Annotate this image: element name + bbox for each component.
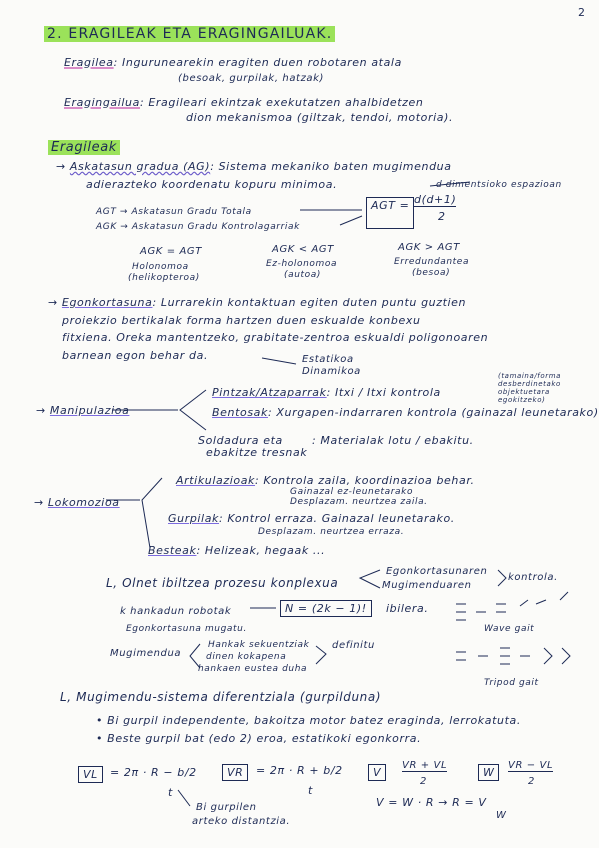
def-eragingailua-term: Eragingailua xyxy=(64,96,140,109)
def-eragingailua-text: : Eragileari ekintzak exekutatzen ahalbidetzen xyxy=(139,96,424,109)
ag-definition: → Askatasun gradua (AG): Sistema mekaniko baten mugimendua xyxy=(56,160,452,173)
vl-formula: = 2π · R − b/2 xyxy=(110,766,197,779)
egon-opt1: Estatikoa xyxy=(302,354,354,365)
manip-item3-text: : Materialak lotu / ebakitu. xyxy=(312,434,474,447)
k-hankadun-sub: Egonkortasuna mugatu. xyxy=(126,624,247,634)
case2-name: Ez-holonomoa xyxy=(266,259,338,269)
lok-bracket-icon xyxy=(142,478,162,548)
k-hankadun: k hankadun robotak xyxy=(120,606,232,617)
lok-item3-text: : Helizeak, hegaak ... xyxy=(196,544,326,557)
agt-formula-num: d(d+1) xyxy=(414,193,457,206)
w-num: VR − VL xyxy=(508,760,554,771)
ag-note-arrow-icon xyxy=(430,182,470,186)
w-den: 2 xyxy=(528,776,535,787)
case1-sub: (helikopteroa) xyxy=(128,273,200,283)
def-eragilea-term: Eragilea xyxy=(64,56,114,69)
egon-text2: proiekzio bertikalak forma hartzen duen eskualde konbexu xyxy=(62,314,421,327)
v-label: V xyxy=(368,764,386,781)
diff-bullet1: • Bi gurpil independente, bakoitza motor batez eraginda, lerrokatuta. xyxy=(96,714,521,727)
manip-label: → Manipulazioa xyxy=(36,404,130,417)
lok-item2-text: : Kontrol erraza. Gainazal leunetarako. xyxy=(219,512,455,525)
lok-item1-note2: Desplazam. neurtzea zaila. xyxy=(290,497,428,507)
mug-line1: Hankak sekuentziak xyxy=(208,640,310,650)
v-num: VR + VL xyxy=(402,760,448,771)
case3-eq: AGK > AGT xyxy=(398,242,460,253)
egon-arrow-icon xyxy=(262,358,296,364)
olnet-text: L, Olnet ibiltzea prozesu konplexua xyxy=(106,576,339,590)
agt-formula-den: 2 xyxy=(438,210,446,223)
agk-line: AGK → Askatasun Gradu Kontrolagarriak xyxy=(96,222,300,232)
olnet-kontrola: kontrola. xyxy=(508,572,558,583)
k-formula: N = (2k − 1)! xyxy=(280,600,372,617)
egon-text3: fitxiena. Oreka mantentzeko, grabitate-zentroa eskualdi poligonoaren xyxy=(62,331,489,344)
lok-item2-term: Gurpilak xyxy=(168,512,220,525)
mug-line2: dinen kokapena xyxy=(206,652,287,662)
egon-opt2: Dinamikoa xyxy=(302,366,361,377)
wave-gait-marks-icon xyxy=(456,592,568,620)
lok-item1-term: Artikulazioak xyxy=(176,474,256,487)
manip-item3b: ebakitze tresnak xyxy=(206,446,308,459)
case3-name: Erredundantea xyxy=(394,257,470,267)
def-eragilea-examples: (besoak, gurpilak, hatzak) xyxy=(178,73,325,84)
b-arrow-icon xyxy=(178,790,190,806)
olnet-close-bracket-icon xyxy=(498,570,506,586)
lok-item1-note1: Gainazal ez-leunetarako xyxy=(290,487,414,497)
egon-line1: → Egonkortasuna: Lurrarekin kontaktuan egiten duten puntu guztien xyxy=(48,296,467,309)
tripod-gait: Tripod gait xyxy=(484,678,539,688)
case1-eq: AGK = AGT xyxy=(140,246,202,257)
diff-bullet2: • Beste gurpil bat (edo 2) eroa, estatikoki egonkorra. xyxy=(96,732,422,745)
w-label: W xyxy=(478,764,499,781)
olnet-opt1: Egonkortasunaren xyxy=(386,566,488,577)
lok-item1-text: : Kontrola zaila, koordinazioa behar. xyxy=(255,474,475,487)
ag-term: Askatasun gradua (AG) xyxy=(69,160,211,173)
vl-den: t xyxy=(168,786,173,799)
tripod-gait-marks-icon xyxy=(456,648,570,664)
v-eq: V = W · R → R = V xyxy=(376,796,487,809)
ag-text2: adierazteko koordenatu kopuru minimoa. xyxy=(86,178,338,191)
agt-formula-lhs: AGT = xyxy=(371,199,410,212)
olnet-opt2: Mugimenduaren xyxy=(382,580,472,591)
b-note1: Bi gurpilen xyxy=(196,802,257,813)
egon-term: Egonkortasuna xyxy=(61,296,153,309)
mug-bracket-icon xyxy=(190,644,200,668)
mug-label: Mugimendua xyxy=(110,648,182,659)
page-title: 2. ERAGILEAK ETA ERAGINGAILUAK. xyxy=(44,26,335,42)
ag-text: : Sistema mekaniko baten mugimendua xyxy=(210,160,452,173)
case1-name: Holonomoa xyxy=(132,262,189,272)
diff-title: L, Mugimendu-sistema diferentziala (gurpilduna) xyxy=(60,690,382,704)
manip-item1-note: (tamaina/forma desberdinetako objektuetara egokitzeko) xyxy=(498,372,562,404)
manip-item2-text: : Xurgapen-indarraren kontrola (gainazal leunetarako) xyxy=(267,406,599,419)
k-ibilera: ibilera. xyxy=(386,602,429,615)
def-eragilea-text: : Ingurunearekin eragiten duen robotaren atala xyxy=(113,56,402,69)
manip-bracket-icon xyxy=(180,390,206,430)
b-note2: arteko distantzia. xyxy=(192,816,291,827)
egon-text4: barnean egon behar da. xyxy=(62,349,209,362)
mug-close-bracket-icon xyxy=(316,646,326,664)
wave-gait: Wave gait xyxy=(484,624,535,634)
mug-definitu: definitu xyxy=(332,640,375,651)
section-eragileak: Eragileak xyxy=(48,140,120,155)
case2-sub: (autoa) xyxy=(284,270,321,280)
lok-item3-term: Besteak xyxy=(148,544,197,557)
vl-label: VL xyxy=(78,766,103,783)
manip-item2-term: Bentosak xyxy=(212,406,268,419)
ag-note: d dimentsioko espazioan xyxy=(436,180,562,190)
v-eq-den: W xyxy=(496,810,507,821)
olnet-bracket-icon xyxy=(360,570,380,588)
manip-item1-term: Pintzak/Atzaparrak xyxy=(212,386,327,399)
agk-arrow-icon xyxy=(340,216,362,225)
def-eragingailua-text2: dion mekanismoa (giltzak, tendoi, motoria). xyxy=(186,111,454,124)
lok-label: → Lokomozioa xyxy=(34,496,120,509)
vr-formula: = 2π · R + b/2 xyxy=(256,764,343,777)
page-number: 2 xyxy=(578,6,586,19)
egon-text1: : Lurrarekin kontaktuan egiten duten puntu guztien xyxy=(152,296,467,309)
lok-label-text: Lokomozioa xyxy=(47,496,120,509)
case2-eq: AGK < AGT xyxy=(272,244,334,255)
manip-item1-text: : Itxi / Itxi kontrola xyxy=(326,386,441,399)
lok-item2-note: Desplazam. neurtzea erraza. xyxy=(258,527,405,537)
mug-line3: hankaen eustea duha xyxy=(198,664,308,674)
manip-label-text: Manipulazioa xyxy=(49,404,130,417)
vr-label: VR xyxy=(222,764,248,781)
v-den: 2 xyxy=(420,776,427,787)
agt-line: AGT → Askatasun Gradu Totala xyxy=(96,207,252,217)
vr-den: t xyxy=(308,784,313,797)
case3-sub: (besoa) xyxy=(412,268,451,278)
manip-item3a: Soldadura eta xyxy=(198,434,283,447)
